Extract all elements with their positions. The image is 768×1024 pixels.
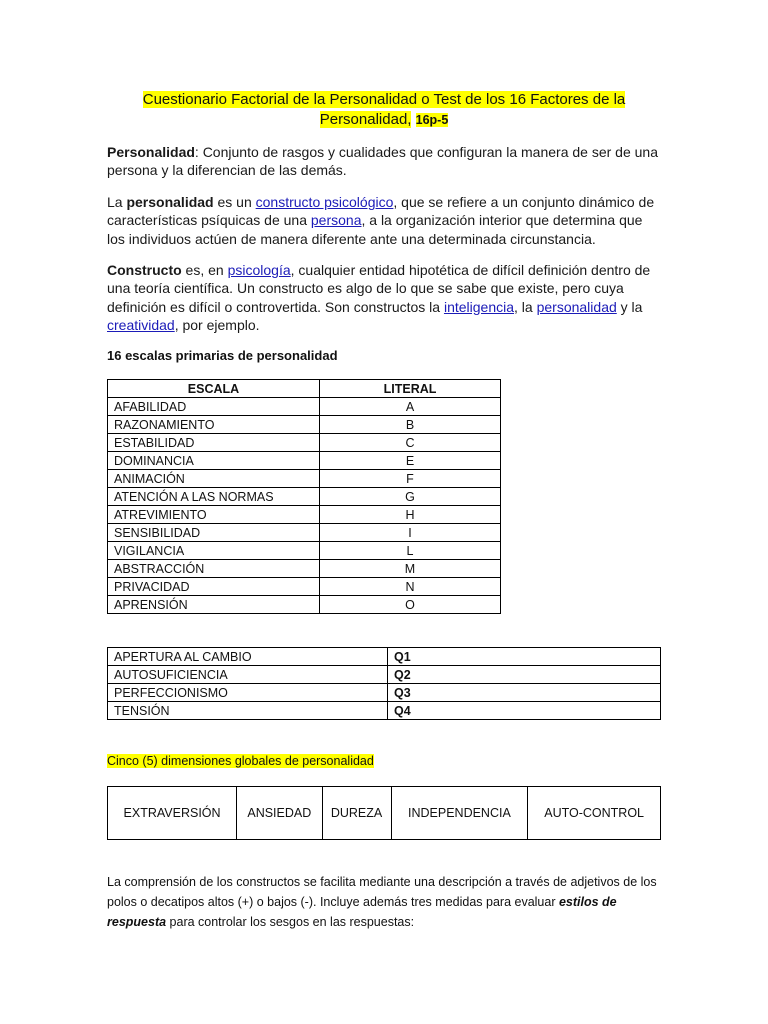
table-row bbox=[108, 648, 661, 666]
global-heading-text: Cinco (5) dimensiones globales de personalidad bbox=[107, 754, 374, 768]
title-text: Cuestionario Factorial de la Personalidad o Test de los 16 Factores de la Personalidad, bbox=[142, 91, 626, 128]
text-segment: , por ejemplo. bbox=[174, 316, 260, 333]
table-row bbox=[108, 787, 661, 840]
bold-term: personalidad bbox=[126, 194, 214, 210]
scale-name: VIGILANCIA bbox=[108, 542, 320, 560]
table-header-row bbox=[108, 380, 501, 398]
scale-literal: Q1 bbox=[388, 648, 661, 666]
scale-name: ABSTRACCIÓN bbox=[108, 560, 320, 578]
scale-literal: H bbox=[320, 506, 501, 524]
dimension-cell: EXTRAVERSIÓN bbox=[108, 787, 237, 840]
primary-scales-table bbox=[107, 379, 501, 614]
scale-name: ESTABILIDAD bbox=[108, 434, 320, 452]
scale-name: ATREVIMIENTO bbox=[108, 506, 320, 524]
table-row bbox=[108, 542, 501, 560]
header-escala: ESCALA bbox=[108, 380, 320, 398]
table-row bbox=[108, 560, 501, 578]
scale-literal: G bbox=[320, 488, 501, 506]
scale-literal: E bbox=[320, 452, 501, 470]
scale-name: APRENSIÓN bbox=[108, 596, 320, 614]
table-row bbox=[108, 684, 661, 702]
table-row bbox=[108, 488, 501, 506]
table-row bbox=[108, 666, 661, 684]
scale-name: ATENCIÓN A LAS NORMAS bbox=[108, 488, 320, 506]
text-segment: es un bbox=[213, 194, 256, 210]
bold-term: Constructo bbox=[107, 262, 182, 278]
dimension-cell: INDEPENDENCIA bbox=[391, 787, 528, 840]
paragraph-constructo bbox=[107, 261, 663, 334]
paragraph-definition bbox=[107, 143, 663, 180]
scale-literal: C bbox=[320, 434, 501, 452]
scale-name: AFABILIDAD bbox=[108, 398, 320, 416]
definition-text: : Conjunto de rasgos y cualidades que configuran la manera de ser de una persona y la diferencian de las demás. bbox=[107, 144, 659, 179]
table-row bbox=[108, 434, 501, 452]
text-segment: es, en bbox=[181, 262, 228, 278]
text-segment: La bbox=[107, 194, 127, 210]
table-row bbox=[108, 452, 501, 470]
dimension-cell: ANSIEDAD bbox=[237, 787, 322, 840]
title-suffix: 16p-5 bbox=[415, 113, 449, 127]
link-persona[interactable]: persona bbox=[310, 212, 362, 229]
scale-literal: Q4 bbox=[388, 702, 661, 720]
scale-name: AUTOSUFICIENCIA bbox=[108, 666, 388, 684]
term-personalidad: Personalidad bbox=[107, 144, 195, 160]
scale-name: RAZONAMIENTO bbox=[108, 416, 320, 434]
scale-name: ANIMACIÓN bbox=[108, 470, 320, 488]
scale-literal: I bbox=[320, 524, 501, 542]
scale-name: PERFECCIONISMO bbox=[108, 684, 388, 702]
link-inteligencia[interactable]: inteligencia bbox=[443, 298, 515, 315]
dimension-cell: AUTO-CONTROL bbox=[528, 787, 661, 840]
text-segment: , la bbox=[514, 298, 537, 315]
text-segment: La comprensión de los constructos se facilita mediante una descripción a través de adjetivos de los polos o decatipos altos (+) o bajos (-). Incluye además tres medidas para evaluar bbox=[107, 875, 657, 909]
link-constructo-psicologico[interactable]: constructo psicológico bbox=[255, 194, 394, 210]
scale-name: SENSIBILIDAD bbox=[108, 524, 320, 542]
table-row bbox=[108, 702, 661, 720]
scale-literal: N bbox=[320, 578, 501, 596]
scale-literal: Q3 bbox=[388, 684, 661, 702]
scale-name: TENSIÓN bbox=[108, 702, 388, 720]
table-row bbox=[108, 596, 501, 614]
table-row bbox=[108, 524, 501, 542]
text-segment: y la bbox=[616, 298, 643, 315]
text-segment: , a la organización interior que determina que los individuos actúen de manera diferente ante una determinada circunstancia. bbox=[107, 212, 643, 247]
scale-name: APERTURA AL CAMBIO bbox=[108, 648, 388, 666]
link-psicologia[interactable]: psicología bbox=[227, 262, 291, 278]
table-row bbox=[108, 416, 501, 434]
link-creatividad[interactable]: creatividad bbox=[107, 316, 175, 333]
scale-literal: F bbox=[320, 470, 501, 488]
text-segment: para controlar los sesgos en las respuestas: bbox=[166, 915, 415, 929]
scale-literal: O bbox=[320, 596, 501, 614]
scale-literal: B bbox=[320, 416, 501, 434]
text-segment: , que se refiere a un conjunto dinámico de características psíquicas de una bbox=[107, 194, 655, 229]
global-dimensions-heading bbox=[107, 754, 374, 768]
paragraph-comprension bbox=[107, 872, 663, 932]
scale-name: DOMINANCIA bbox=[108, 452, 320, 470]
table-row bbox=[108, 578, 501, 596]
scale-literal: L bbox=[320, 542, 501, 560]
bold-italic-term: estilos de respuesta bbox=[107, 895, 617, 929]
header-literal: LITERAL bbox=[320, 380, 501, 398]
paragraph-personalidad bbox=[107, 193, 663, 248]
link-personalidad[interactable]: personalidad bbox=[536, 298, 617, 315]
scale-literal: Q2 bbox=[388, 666, 661, 684]
dimension-cell: DUREZA bbox=[322, 787, 391, 840]
document-title bbox=[100, 90, 668, 130]
scales-heading: 16 escalas primarias de personalidad bbox=[107, 348, 338, 363]
text-segment: , cualquier entidad hipotética de difícil definición dentro de una teoría científica. Un constructo es algo de lo que se sabe que existe, pero cuya definición es difícil o controvertida. Son constructos la bbox=[107, 262, 651, 315]
scale-literal: A bbox=[320, 398, 501, 416]
global-dimensions-table bbox=[107, 786, 661, 840]
table-row bbox=[108, 398, 501, 416]
table-row bbox=[108, 470, 501, 488]
table-row bbox=[108, 506, 501, 524]
scale-literal: M bbox=[320, 560, 501, 578]
secondary-scales-table bbox=[107, 647, 661, 720]
scale-name: PRIVACIDAD bbox=[108, 578, 320, 596]
